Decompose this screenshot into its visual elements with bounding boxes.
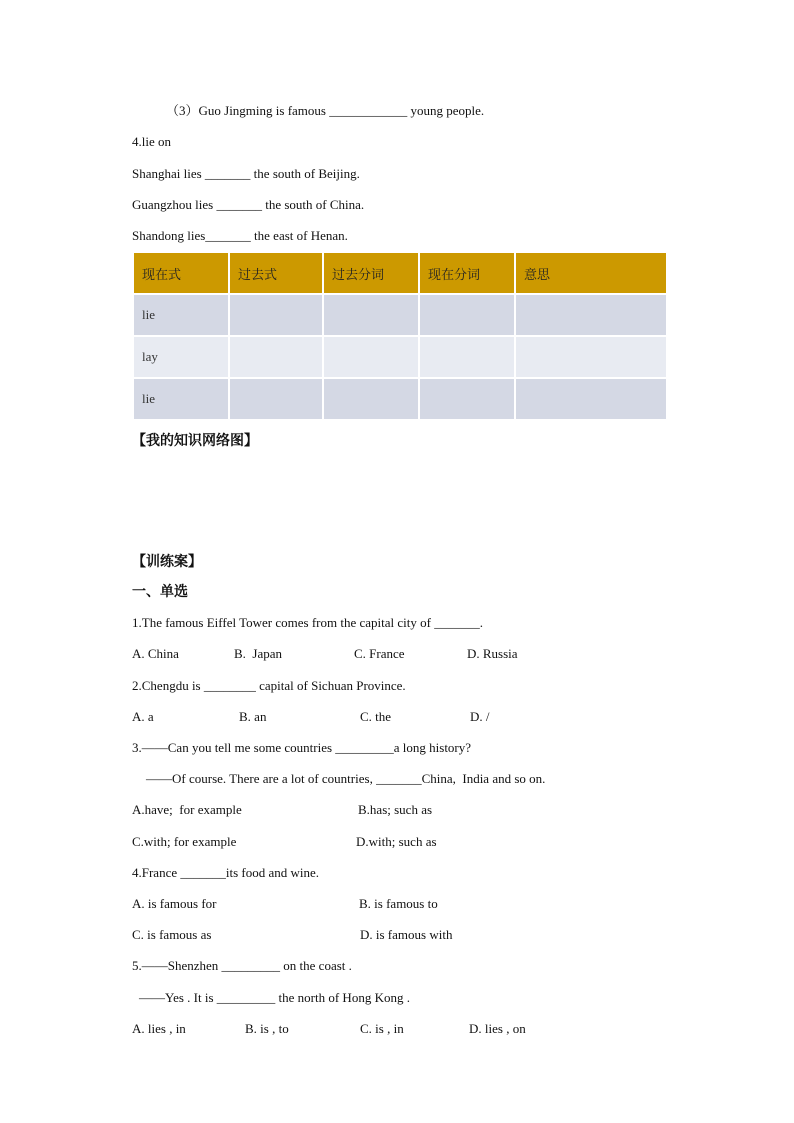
table-cell [420, 295, 514, 335]
table-cell: lie [134, 379, 228, 419]
q3-option-d: D.with; such as [356, 834, 437, 849]
exercise-line-3: （3）Guo Jingming is famous ____________ young people. [166, 103, 485, 118]
q3-option-b: B.has; such as [358, 802, 433, 817]
table-cell [230, 295, 322, 335]
table-cell [324, 379, 418, 419]
q1-option-d: D. Russia [467, 646, 518, 661]
header-past: 过去式 [230, 253, 322, 293]
table-cell: lie [134, 295, 228, 335]
sentence-shandong: Shandong lies_______ the east of Henan. [132, 228, 348, 243]
question-5-a: 5.——Shenzhen _________ on the coast . [132, 958, 352, 973]
verb-forms-table [132, 251, 668, 421]
table-cell [516, 379, 666, 419]
q2-option-d: D. / [470, 709, 490, 724]
q2-option-b: B. an [239, 709, 267, 724]
table-cell [516, 337, 666, 377]
question-3-b: ——Of course. There are a lot of countries, _______China, India and so on. [146, 771, 546, 786]
q4-option-b: B. is famous to [359, 896, 438, 911]
sentence-guangzhou: Guangzhou lies _______ the south of China. [132, 197, 365, 212]
part-single-choice: 一、单选 [132, 584, 188, 600]
q1-option-c: C. France [354, 646, 405, 661]
header-past-participle: 过去分词 [324, 253, 418, 293]
table-row [134, 295, 666, 335]
table-cell [230, 337, 322, 377]
question-2: 2.Chengdu is ________ capital of Sichuan Province. [132, 678, 406, 693]
table-cell [420, 379, 514, 419]
table-header-row [134, 253, 666, 293]
table-cell [324, 295, 418, 335]
q3-option-c: C.with; for example [132, 834, 237, 849]
header-present: 现在式 [134, 253, 228, 293]
table-cell [516, 295, 666, 335]
q1-option-b: B. Japan [234, 646, 283, 661]
q5-option-b: B. is , to [245, 1021, 289, 1036]
table-row [134, 379, 666, 419]
question-3-a: 3.——Can you tell me some countries _________a long history? [132, 740, 472, 755]
table-row [134, 337, 666, 377]
question-5-b: ——Yes . It is _________ the north of Hong Kong . [139, 990, 410, 1005]
table-cell: lay [134, 337, 228, 377]
q2-option-a: A. a [132, 709, 154, 724]
table-cell [324, 337, 418, 377]
question-4: 4.France _______its food and wine. [132, 865, 320, 880]
q4-option-d: D. is famous with [360, 927, 453, 942]
q4-option-c: C. is famous as [132, 927, 212, 942]
q5-option-c: C. is , in [360, 1021, 404, 1036]
q5-option-d: D. lies , on [469, 1021, 526, 1036]
question-1: 1.The famous Eiffel Tower comes from the capital city of _______. [132, 615, 483, 630]
header-meaning: 意思 [516, 253, 666, 293]
q3-option-a: A.have; for example [132, 802, 242, 817]
q1-option-a: A. China [132, 646, 179, 661]
header-present-participle: 现在分词 [420, 253, 514, 293]
sentence-shanghai: Shanghai lies _______ the south of Beijing. [132, 166, 360, 181]
q4-option-a: A. is famous for [132, 896, 217, 911]
table-cell [420, 337, 514, 377]
lie-on-heading: 4.lie on [132, 134, 171, 149]
section-training: 【训练案】 [132, 554, 202, 570]
section-knowledge-network: 【我的知识网络图】 [132, 433, 258, 449]
table-cell [230, 379, 322, 419]
q2-option-c: C. the [360, 709, 392, 724]
q5-option-a: A. lies , in [132, 1021, 186, 1036]
